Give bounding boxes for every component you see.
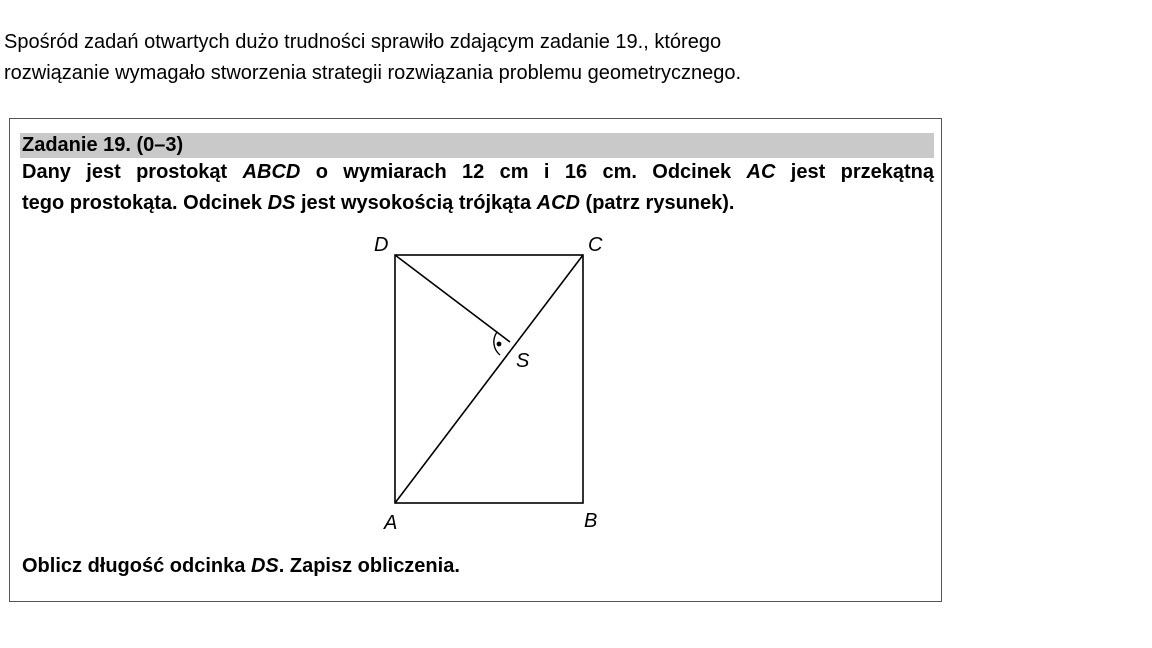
task-question [22, 551, 460, 581]
right-angle-dot [497, 342, 502, 347]
triangle-name: ACD [536, 192, 580, 214]
task-header: Zadanie 19. (0–3) [20, 133, 934, 158]
text-fragment: . Zapisz obliczenia. [278, 555, 460, 577]
label-a: A [384, 512, 398, 534]
segment-name: DS [267, 192, 296, 214]
text-fragment: o wymiarach 12 cm i 16 cm. Odcinek [300, 161, 747, 183]
intro-line-1: Spośród zadań otwartych dużo trudności sprawiło zdającym zadanie 19., którego [4, 31, 722, 53]
segment-name: DS [250, 555, 279, 577]
text-fragment: jest wysokością trójkąta [295, 192, 537, 214]
label-s: S [516, 350, 530, 372]
text-fragment: Dany jest prostokąt [22, 161, 243, 183]
text-fragment: tego prostokąta. Odcinek [22, 192, 268, 214]
text-fragment: jest przekątną [775, 161, 934, 183]
text-fragment: (patrz rysunek). [579, 192, 735, 214]
rectangle-figure [10, 119, 941, 601]
intro-line-2: rozwiązanie wymagało stworzenia strategii rozwiązania problemu geometrycznego. [4, 62, 742, 84]
task-box [9, 118, 942, 602]
rectangle-name: ABCD [242, 161, 301, 183]
label-c: C [588, 234, 603, 256]
diagonal-name: AC [746, 161, 776, 183]
intro-text [4, 27, 1104, 89]
label-b: B [584, 510, 598, 532]
diagonal-ac [395, 255, 583, 503]
height-ds [395, 255, 510, 342]
label-d: D [374, 234, 389, 256]
text-fragment: Oblicz długość odcinka [22, 555, 251, 577]
